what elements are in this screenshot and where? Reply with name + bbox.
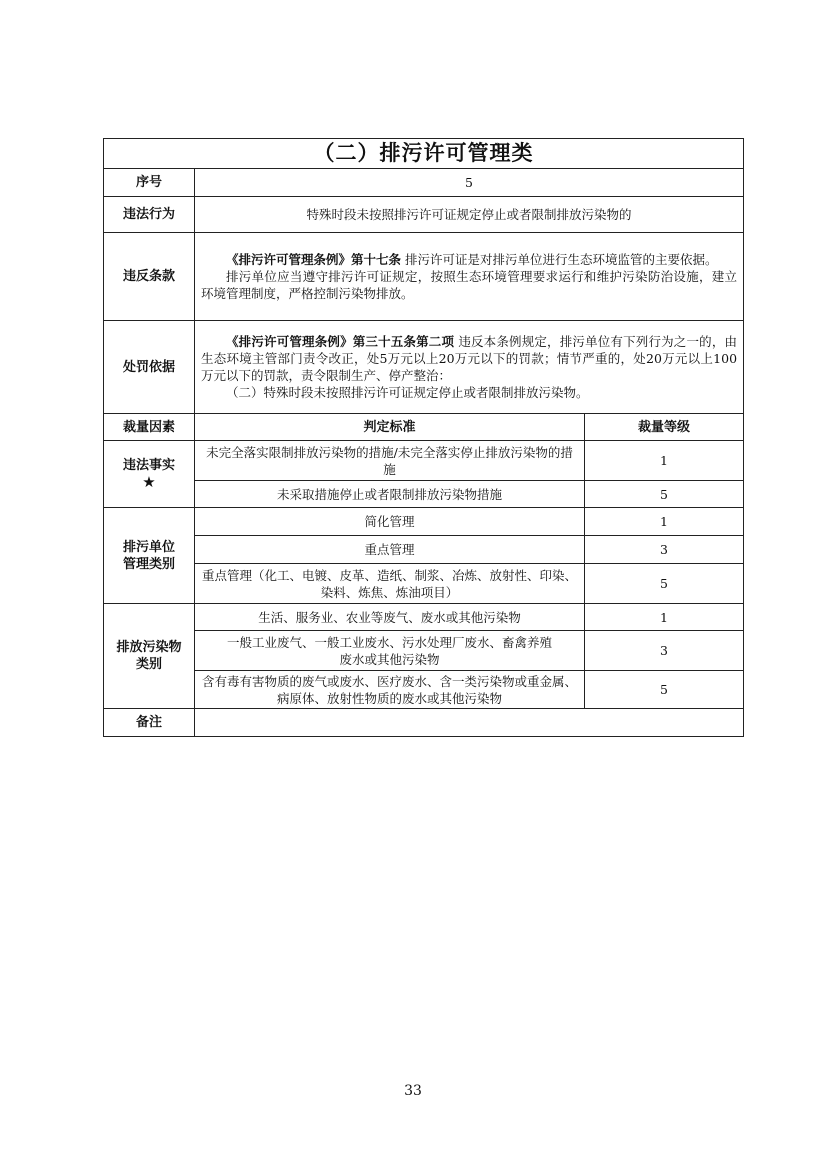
level-cell: 5 [585, 564, 744, 604]
table-title: （二）排污许可管理类 [104, 139, 744, 169]
violation-label: 违法行为 [104, 197, 195, 233]
factor-header: 裁量因素 [104, 414, 195, 441]
level-cell: 1 [585, 604, 744, 631]
penalty-label: 处罚依据 [104, 321, 195, 414]
penalty-law-name: 《排污许可管理条例》第三十五条第二项 [226, 334, 455, 349]
factor-label-management-category: 排污单位管理类别 [104, 508, 195, 604]
standard-cell: 生活、服务业、农业等废气、废水或其他污染物 [195, 604, 585, 631]
factor-label-pollutant-category: 排放污染物类别 [104, 604, 195, 709]
level-cell: 5 [585, 481, 744, 508]
remarks-label: 备注 [104, 709, 195, 737]
standard-cell: 未采取措施停止或者限制排放污染物措施 [195, 481, 585, 508]
penalty-text-1: 违反本条例规定，排污单位有下列行为之一的，由生态环境主管部门责令改正，处5万元以上20万元以下的罚款；情节严重的，处20万元以上100万元以下的罚款，责令限制生产、停产整治： [201, 334, 738, 383]
clauses-text-2: 排污单位应当遵守排污许可证规定，按照生态环境管理要求运行和维护污染防治设施，建立环境管理制度，严格控制污染物排放。 [201, 269, 738, 301]
factor-label-text: 违法事实 [122, 458, 175, 473]
clauses-text-1: 排污许可证是对排污单位进行生态环境监管的主要依据。 [405, 252, 718, 267]
clauses-content [195, 233, 744, 321]
violation-value: 特殊时段未按照排污许可证规定停止或者限制排放污染物的 [195, 197, 744, 233]
standard-cell: 含有毒有害物质的废气或废水、医疗废水、含一类污染物或重金属、病原体、放射性物质的废水或其他污染物 [195, 671, 585, 709]
level-cell: 3 [585, 536, 744, 564]
clauses-paragraph-1 [201, 251, 737, 268]
penalty-text-2: （二）特殊时段未按照排污许可证规定停止或者限制排放污染物。 [226, 385, 589, 400]
level-cell: 3 [585, 631, 744, 671]
standard-cell: 一般工业废气、一般工业废水、污水处理厂废水、畜禽养殖废水或其他污染物 [195, 631, 585, 671]
standard-cell: 重点管理 [195, 536, 585, 564]
remarks-value [195, 709, 744, 737]
level-cell: 1 [585, 508, 744, 536]
penalty-content [195, 321, 744, 414]
clauses-label: 违反条款 [104, 233, 195, 321]
clauses-law-name: 《排污许可管理条例》第十七条 [226, 252, 402, 267]
standard-header: 判定标准 [195, 414, 585, 441]
level-header: 裁量等级 [585, 414, 744, 441]
penalty-paragraph-1 [201, 333, 737, 384]
factor-label-violation-fact [104, 441, 195, 508]
serial-value: 5 [195, 169, 744, 197]
page-number: 33 [404, 1083, 422, 1099]
level-cell: 5 [585, 671, 744, 709]
standard-cell: 简化管理 [195, 508, 585, 536]
serial-label: 序号 [104, 169, 195, 197]
level-cell: 1 [585, 441, 744, 481]
standard-cell: 未完全落实限制排放污染物的措施/未完全落实停止排放污染物的措施 [195, 441, 585, 481]
star-icon: ★ [142, 473, 156, 491]
discretion-table [103, 138, 744, 737]
standard-cell: 重点管理（化工、电镀、皮革、造纸、制浆、冶炼、放射性、印染、染料、炼焦、炼油项目） [195, 564, 585, 604]
